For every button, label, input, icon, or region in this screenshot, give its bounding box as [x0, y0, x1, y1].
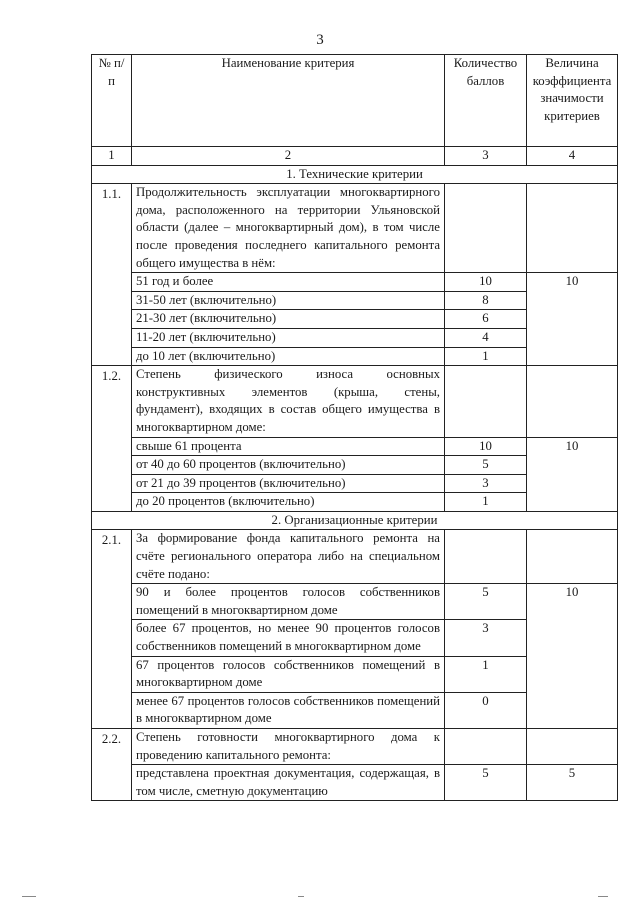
option-row [92, 765, 618, 801]
option-points: 3 [445, 620, 527, 656]
section-title: 1. Технические критерии [92, 165, 618, 184]
criterion-row [92, 184, 618, 273]
criterion-number: 2.2. [92, 729, 132, 801]
section-row [92, 165, 618, 184]
option-label: 67 процентов голосов собственников помещений в многоквартирном доме [132, 656, 445, 692]
option-row [92, 273, 618, 292]
option-label: 51 год и более [132, 273, 445, 292]
option-points: 3 [445, 474, 527, 493]
option-label: 11-20 лет (включительно) [132, 328, 445, 347]
option-label: от 40 до 60 процентов (включительно) [132, 456, 445, 475]
criteria-table [91, 54, 618, 801]
option-label: представлена проектная документация, содержащая, в том числе, сметную документацию [132, 765, 445, 801]
table-header-row [92, 55, 618, 147]
column-numbers-row [92, 147, 618, 166]
option-points: 5 [445, 765, 527, 801]
header-name: Наименование критерия [132, 55, 445, 147]
option-points: 10 [445, 437, 527, 456]
criterion-name: За формирование фонда капитального ремонта на счёте регионального оператора либо на специальном счёте подано: [132, 530, 445, 584]
option-points: 5 [445, 456, 527, 475]
page-number: 3 [316, 32, 324, 48]
criterion-name: Степень готовности многоквартирного дома к проведению капитального ремонта: [132, 729, 445, 765]
option-points: 1 [445, 347, 527, 366]
col-number: 3 [445, 147, 527, 166]
scan-artifact [22, 896, 36, 897]
option-points: 6 [445, 310, 527, 329]
option-points: 10 [445, 273, 527, 292]
criterion-coefficient: 10 [527, 584, 618, 729]
option-label: до 10 лет (включительно) [132, 347, 445, 366]
option-label: менее 67 процентов голосов собственников помещений в многоквартирном доме [132, 692, 445, 728]
criterion-number: 1.2. [92, 366, 132, 512]
col-number: 2 [132, 147, 445, 166]
criterion-coefficient: 10 [527, 437, 618, 511]
option-label: от 21 до 39 процентов (включительно) [132, 474, 445, 493]
criterion-row [92, 729, 618, 765]
criterion-name: Продолжительность эксплуатации многоквартирного дома, расположенного на территории Ульяновской области (далее – многоквартирный дом), в том числе после проведения последнего капитального ремонта общего имущества в нём: [132, 184, 445, 273]
option-row [92, 437, 618, 456]
option-label: 90 и более процентов голосов собственников помещений в многоквартирном доме [132, 584, 445, 620]
header-points: Количество баллов [445, 55, 527, 147]
scan-artifact [598, 896, 608, 897]
option-label: до 20 процентов (включительно) [132, 493, 445, 512]
header-coef: Величина коэффициента значимости критериев [527, 55, 618, 147]
option-points: 1 [445, 656, 527, 692]
option-label: 21-30 лет (включительно) [132, 310, 445, 329]
section-row [92, 511, 618, 530]
header-num: № п/п [92, 55, 132, 147]
criterion-coefficient: 10 [527, 273, 618, 366]
option-points: 5 [445, 584, 527, 620]
option-points: 4 [445, 328, 527, 347]
criterion-name: Степень физического износа основных конструктивных элементов (крыша, стены, фундамент), входящих в состав общего имущества в многоквартирном доме: [132, 366, 445, 437]
option-row [92, 584, 618, 620]
option-label: 31-50 лет (включительно) [132, 291, 445, 310]
option-points: 8 [445, 291, 527, 310]
option-label: более 67 процентов, но менее 90 процентов голосов собственников помещений в многоквартирном доме [132, 620, 445, 656]
option-points: 0 [445, 692, 527, 728]
section-title: 2. Организационные критерии [92, 511, 618, 530]
col-number: 4 [527, 147, 618, 166]
criterion-number: 2.1. [92, 530, 132, 729]
criterion-coefficient: 5 [527, 765, 618, 801]
criterion-row [92, 530, 618, 584]
option-points: 1 [445, 493, 527, 512]
criterion-row [92, 366, 618, 437]
criterion-number: 1.1. [92, 184, 132, 366]
scan-artifact [298, 896, 304, 897]
col-number: 1 [92, 147, 132, 166]
option-label: свыше 61 процента [132, 437, 445, 456]
